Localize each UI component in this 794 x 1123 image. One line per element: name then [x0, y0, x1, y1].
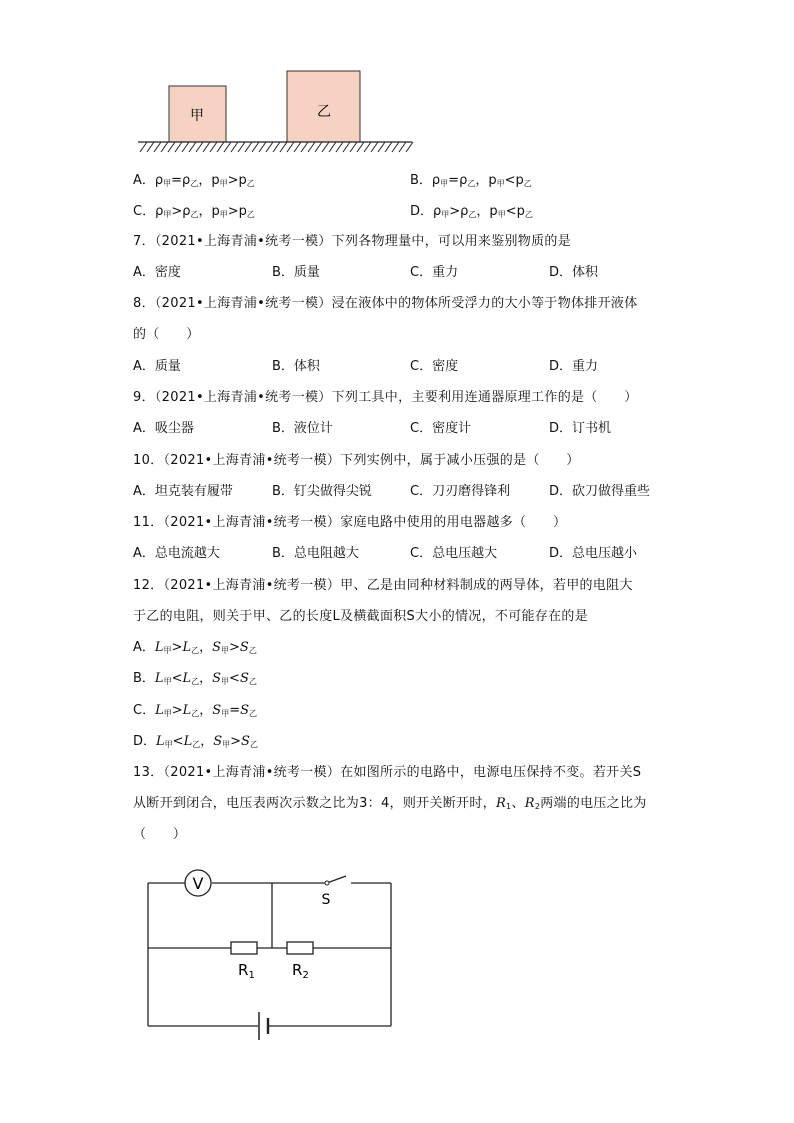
- sub: 1: [506, 802, 512, 811]
- hatch-mark: [182, 142, 189, 152]
- sub: 甲: [163, 709, 172, 718]
- switch-label: S: [321, 892, 331, 908]
- hatch-mark: [322, 142, 329, 152]
- sub: 乙: [468, 210, 477, 219]
- opt-text: C．ρ: [133, 204, 164, 219]
- sub: 甲: [221, 646, 230, 655]
- hatch-mark: [161, 142, 168, 152]
- q10-option-c[interactable]: C．刀刃磨得锋利: [410, 484, 511, 499]
- hatch-mark: [147, 142, 154, 152]
- opt-text: >p: [227, 204, 247, 219]
- var: S: [212, 640, 222, 655]
- q8-stem-line1: 8．（2021•上海青浦•统考一模）浸在液体中的物体所受浮力的大小等于物体排开液体: [133, 296, 638, 311]
- q11-option-d[interactable]: D．总电压越小: [549, 546, 638, 561]
- q13-stem-line3: （ ）: [133, 827, 187, 842]
- hatch-mark: [301, 142, 308, 152]
- block-jia-label: 甲: [190, 108, 204, 124]
- q12-option-a[interactable]: [133, 639, 257, 660]
- sub: 乙: [191, 646, 200, 655]
- hatch-mark: [399, 142, 406, 152]
- hatch-mark: [140, 142, 147, 152]
- opt-text: <: [172, 734, 184, 749]
- q6-option-a[interactable]: [133, 172, 255, 193]
- var: S: [212, 671, 222, 686]
- hatch-mark: [350, 142, 357, 152]
- sub: 甲: [163, 677, 172, 686]
- ground-hatching: [140, 142, 413, 152]
- stem-text: 两端的电压之比为: [540, 796, 647, 811]
- var: L: [154, 640, 164, 655]
- hatch-mark: [336, 142, 343, 152]
- hatch-mark: [287, 142, 294, 152]
- q11-option-a[interactable]: A．总电流越大: [133, 546, 220, 561]
- opt-text: D．: [133, 734, 157, 749]
- sub: 甲: [222, 740, 231, 749]
- q12-stem-line2: 于乙的电阻，则关于甲、乙的长度L及横截面积S大小的情况，不可能存在的是: [133, 609, 588, 624]
- opt-text: B．: [133, 671, 155, 686]
- hatch-mark: [273, 142, 280, 152]
- q7-option-a[interactable]: A．密度: [133, 265, 181, 280]
- sub: 乙: [191, 677, 200, 686]
- opt-text: ，: [200, 734, 214, 749]
- q8-option-c[interactable]: C．密度: [410, 359, 459, 374]
- hatch-mark: [189, 142, 196, 152]
- opt-text: C．: [133, 703, 156, 718]
- var: S: [212, 703, 222, 718]
- hatch-mark: [231, 142, 238, 152]
- hatch-mark: [252, 142, 259, 152]
- sub: 甲: [440, 179, 449, 188]
- var: L: [182, 671, 192, 686]
- opt-text: >: [230, 734, 242, 749]
- hatch-mark: [308, 142, 315, 152]
- hatch-mark: [357, 142, 364, 152]
- q12-option-c[interactable]: [133, 702, 257, 723]
- r2-letter: R: [292, 961, 303, 979]
- q8-option-a[interactable]: A．质量: [133, 359, 181, 374]
- var: S: [239, 671, 249, 686]
- hatch-mark: [238, 142, 245, 152]
- q9-option-c[interactable]: C．密度计: [410, 421, 472, 436]
- resistor-r2-label: [292, 961, 309, 981]
- r2-sub: 2: [302, 970, 309, 981]
- q12-option-b[interactable]: [133, 670, 257, 691]
- opt-text: =: [229, 703, 241, 718]
- hatch-mark: [217, 142, 224, 152]
- opt-text: <p: [504, 173, 524, 188]
- hatch-mark: [294, 142, 301, 152]
- q7-stem: 7．（2021•上海青浦•统考一模）下列各物理量中，可以用来鉴别物质的是: [133, 234, 571, 249]
- voltmeter-label: V: [192, 874, 204, 893]
- q9-option-b[interactable]: B．液位计: [272, 421, 333, 436]
- var: S: [240, 703, 249, 718]
- q6-option-b[interactable]: [410, 172, 532, 193]
- sub: 乙: [191, 709, 200, 718]
- opt-text: ，: [199, 671, 213, 686]
- sub: 甲: [163, 179, 172, 188]
- opt-text: <p: [505, 204, 525, 219]
- opt-text: <: [229, 671, 240, 686]
- r1-letter: R: [238, 961, 249, 979]
- switch-contact-left: [325, 881, 329, 885]
- resistor-r1-symbol: R: [495, 796, 507, 811]
- opt-text: >ρ: [449, 204, 469, 219]
- var: S: [239, 640, 249, 655]
- hatch-mark: [343, 142, 350, 152]
- sub: 甲: [497, 210, 506, 219]
- opt-text: =ρ: [171, 173, 191, 188]
- opt-text: A．ρ: [133, 173, 164, 188]
- sub: 乙: [249, 740, 258, 749]
- sub: 乙: [248, 646, 257, 655]
- hatch-mark: [266, 142, 273, 152]
- hatch-mark: [315, 142, 322, 152]
- opt-text: ，p: [475, 173, 497, 188]
- hatch-mark: [210, 142, 217, 152]
- opt-text: ，: [199, 703, 213, 718]
- q10-option-a[interactable]: A．坦克装有履带: [133, 484, 233, 499]
- q9-stem: 9．（2021•上海青浦•统考一模）下列工具中，主要利用连通器原理工作的是（ ）: [133, 390, 638, 405]
- q13-stem-line1: 13．（2021•上海青浦•统考一模）在如图所示的电路中，电源电压保持不变。若开关S: [133, 765, 642, 780]
- q8-option-d[interactable]: D．重力: [549, 359, 599, 374]
- q11-option-b[interactable]: B．总电阻越大: [272, 546, 359, 561]
- sub: 乙: [246, 210, 255, 219]
- blocks-figure: [130, 64, 420, 160]
- hatch-mark: [385, 142, 392, 152]
- hatch-mark: [224, 142, 231, 152]
- q10-option-d[interactable]: D．砍刀做得重些: [549, 484, 651, 499]
- q6-option-c[interactable]: [133, 203, 255, 224]
- q8-stem-line2: 的（ ）: [133, 327, 200, 342]
- sub: 甲: [163, 646, 172, 655]
- resistor-r2-icon: [287, 942, 313, 954]
- block-yi-label: 乙: [317, 104, 331, 120]
- hatch-mark: [280, 142, 287, 152]
- q11-option-c[interactable]: C．总电压越大: [410, 546, 498, 561]
- opt-text: =ρ: [448, 173, 468, 188]
- sub: 乙: [192, 740, 201, 749]
- opt-text: ，p: [476, 204, 498, 219]
- hatch-mark: [406, 142, 413, 152]
- opt-text: >: [171, 703, 183, 718]
- var: S: [241, 734, 250, 749]
- q9-option-d[interactable]: D．订书机: [549, 421, 612, 436]
- var: L: [182, 703, 192, 718]
- sub: 甲: [219, 210, 228, 219]
- q7-option-c[interactable]: C．重力: [410, 265, 459, 280]
- hatch-mark: [392, 142, 399, 152]
- q6-option-d[interactable]: [410, 203, 533, 224]
- stem-text: 从断开到闭合，电压表两次示数之比为3：4，则开关断开时，: [133, 796, 496, 811]
- sub: 乙: [249, 709, 257, 718]
- circuit-diagram: [140, 862, 400, 1047]
- sub: 甲: [441, 210, 450, 219]
- var: L: [182, 640, 192, 655]
- sub: 甲: [496, 179, 505, 188]
- hatch-mark: [329, 142, 336, 152]
- opt-text: >: [171, 640, 183, 655]
- resistor-r1-label: [238, 961, 255, 981]
- var: L: [183, 734, 193, 749]
- stem-text: 、: [511, 796, 525, 811]
- q9-option-a[interactable]: A．吸尘器: [133, 421, 194, 436]
- opt-text: ，: [199, 640, 213, 655]
- hatch-mark: [154, 142, 161, 152]
- q8-option-b[interactable]: B．体积: [272, 359, 320, 374]
- sub: 2: [534, 802, 541, 811]
- hatch-mark: [259, 142, 266, 152]
- hatch-mark: [196, 142, 203, 152]
- opt-text: >ρ: [171, 204, 191, 219]
- sub: 甲: [219, 179, 228, 188]
- opt-text: <: [171, 671, 183, 686]
- sub: 乙: [248, 677, 257, 686]
- sub: 乙: [524, 210, 533, 219]
- q7-option-b[interactable]: B．质量: [272, 265, 320, 280]
- sub: 乙: [246, 179, 255, 188]
- sub: 甲: [221, 709, 230, 718]
- q7-option-d[interactable]: D．体积: [549, 265, 599, 280]
- opt-text: A．: [133, 640, 155, 655]
- opt-text: >p: [227, 173, 247, 188]
- opt-text: >: [229, 640, 240, 655]
- opt-text: ，p: [198, 204, 220, 219]
- sub: 乙: [523, 179, 532, 188]
- hatch-mark: [168, 142, 175, 152]
- sub: 乙: [190, 179, 199, 188]
- hatch-mark: [245, 142, 252, 152]
- hatch-mark: [203, 142, 210, 152]
- resistor-r1-icon: [231, 942, 257, 954]
- sub: 甲: [164, 740, 173, 749]
- hatch-mark: [175, 142, 182, 152]
- q13-stem-line2: [133, 795, 647, 816]
- switch-lever: [327, 876, 346, 883]
- opt-text: D．ρ: [410, 204, 442, 219]
- var: S: [213, 734, 223, 749]
- sub: 乙: [467, 179, 476, 188]
- q11-stem: 11．（2021•上海青浦•统考一模）家庭电路中使用的用电器越多（ ）: [133, 515, 567, 530]
- hatch-mark: [371, 142, 378, 152]
- hatch-mark: [378, 142, 385, 152]
- q12-stem-line1: 12．（2021•上海青浦•统考一模）甲、乙是由同种材料制成的两导体，若甲的电阻大: [133, 578, 633, 593]
- q10-stem: 10．（2021•上海青浦•统考一模）下列实例中，属于减小压强的是（ ）: [133, 453, 580, 468]
- sub: 甲: [163, 210, 172, 219]
- sub: 乙: [190, 210, 199, 219]
- q12-option-d[interactable]: [133, 733, 258, 754]
- var: L: [156, 734, 165, 749]
- sub: 甲: [221, 677, 230, 686]
- r1-sub: 1: [248, 970, 255, 981]
- var: L: [155, 703, 164, 718]
- var: L: [154, 671, 164, 686]
- resistor-r2-symbol: R: [524, 796, 535, 811]
- opt-text: B．ρ: [410, 173, 441, 188]
- opt-text: ，p: [198, 173, 220, 188]
- hatch-mark: [364, 142, 371, 152]
- q10-option-b[interactable]: B．钉尖做得尖锐: [272, 484, 372, 499]
